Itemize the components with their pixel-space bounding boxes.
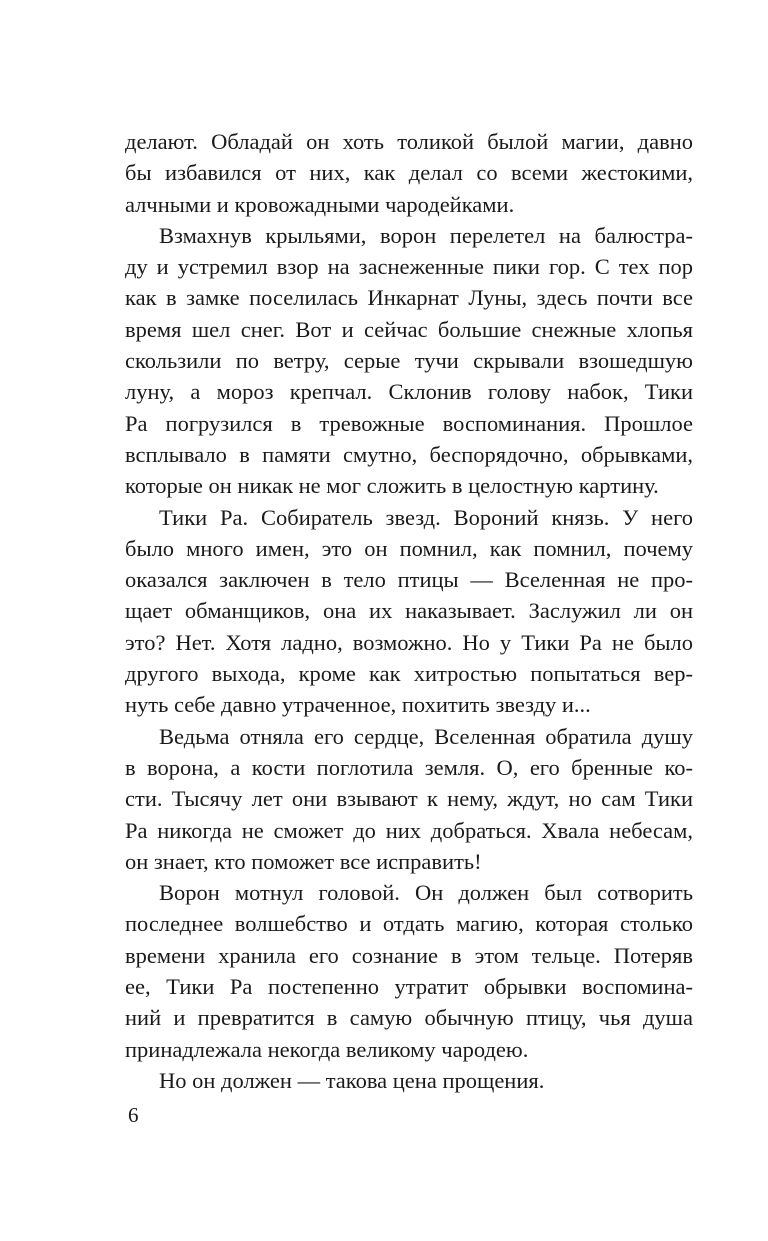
paragraph-4-line: в ворона, а кости поглотила земля. О, его бренные ко-	[125, 754, 693, 780]
paragraph-5-line: времени хранила его сознание в этом тельце. Потеряв	[125, 942, 693, 968]
paragraph-4-line: он знает, кто поможет все исправить!	[125, 848, 482, 874]
page-number: 6	[128, 1103, 139, 1127]
paragraph-5-line: последнее волшебство и отдать магию, которая столько	[125, 911, 693, 937]
paragraph-3-line: это? Нет. Хотя ладно, возможно. Но у Тики Ра не было	[125, 629, 693, 655]
paragraph-3-line: другого выхода, кроме как хитростью попытаться вер-	[125, 661, 693, 687]
paragraph-4-line: сти. Тысячу лет они взывают к нему, ждут, но сам Тики	[125, 786, 693, 812]
paragraph-5-line: Ворон мотнул головой. Он должен был сотворить	[159, 880, 693, 906]
paragraph-2-line: луну, а мороз крепчал. Склонив голову набок, Тики	[125, 379, 693, 405]
paragraph-3-line: Тики Ра. Собиратель звезд. Вороний князь. У него	[159, 504, 693, 530]
body-text	[125, 126, 693, 1096]
paragraph-3-line: оказался заключен в тело птицы — Вселенная не про-	[125, 567, 693, 593]
paragraph-3-line: было много имен, это он помнил, как помнил, почему	[125, 535, 693, 561]
paragraph-1-line: бы избавился от них, как делал со всеми жестокими,	[125, 160, 693, 186]
paragraph-2-line: скользили по ветру, серые тучи скрывали взошедшую	[125, 348, 693, 374]
paragraph-5-line: ний и превратится в самую обычную птицу, чья душа	[125, 1005, 693, 1031]
paragraph-4-line: Ра никогда не сможет до них добраться. Хвала небесам,	[125, 817, 693, 843]
paragraph-2-line: которые он никак не мог сложить в целостную картину.	[125, 473, 659, 499]
paragraph-1-line: делают. Обладай он хоть толикой былой магии, давно	[125, 129, 693, 154]
paragraph-6-line: Но он должен — такова цена прощения.	[159, 1067, 545, 1093]
paragraph-1-line: алчными и кровожадными чародейками.	[125, 191, 515, 217]
paragraph-3-line: нуть себе давно утраченное, похитить звезду и...	[125, 692, 591, 718]
paragraph-2-line: как в замке поселилась Инкарнат Луны, здесь почти все	[125, 285, 693, 311]
paragraph-2-line: ду и устремил взор на заснеженные пики гор. С тех пор	[125, 254, 693, 280]
paragraph-5-line: ее, Тики Ра постепенно утратит обрывки воспомина-	[125, 974, 693, 1000]
paragraph-2-line: Ра погрузился в тревожные воспоминания. Прошлое	[125, 410, 693, 436]
paragraph-5-line: принадлежала некогда великому чародею.	[125, 1036, 529, 1062]
paragraph-2-line: время шел снег. Вот и сейчас большие снежные хлопья	[125, 316, 693, 342]
paragraph-2-line: всплывало в памяти смутно, беспорядочно, обрывками,	[125, 441, 693, 467]
paragraph-3-line: щает обманщиков, она их наказывает. Заслужил ли он	[125, 598, 693, 624]
paragraph-4-line: Ведьма отняла его сердце, Вселенная обратила душу	[159, 723, 693, 749]
paragraph-2-line: Взмахнув крыльями, ворон перелетел на балюстра-	[159, 222, 693, 248]
